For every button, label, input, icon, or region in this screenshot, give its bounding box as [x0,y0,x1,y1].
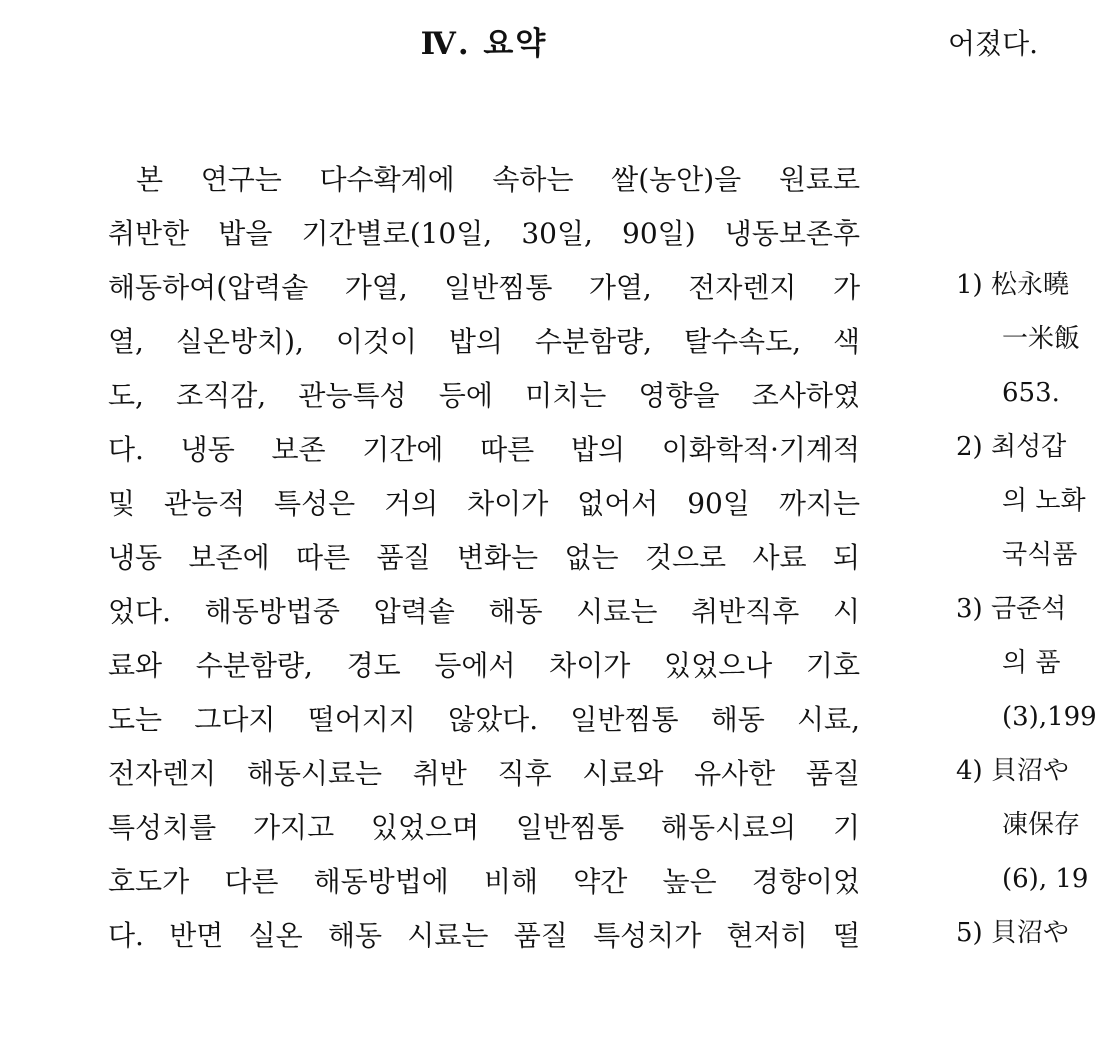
reference-1: 1) 松永曉 [956,270,1069,300]
continuation-text: 어졌다. [948,27,1039,60]
reference-2-line: 의 노화 [1002,486,1086,516]
reference-4: 4) 貝沼や [956,756,1069,786]
paragraph-line: 다. 냉동 보존 기간에 따른 밥의 이화학적·기계적 [108,433,860,466]
paragraph-line: 도는 그다지 떨어지지 않았다. 일반찜통 해동 시료, [108,703,860,736]
paragraph-line: 본 연구는 다수확계에 속하는 쌀(농안)을 원료로 [136,163,860,196]
reference-1-line: 653. [1002,378,1060,408]
paragraph-line: 특성치를 가지고 있었으며 일반찜통 해동시료의 기 [108,811,860,844]
paragraph-line: 및 관능적 특성은 거의 차이가 없어서 90일 까지는 [108,487,860,520]
reference-5: 5) 貝沼や [956,918,1069,948]
reference-2: 2) 최성갑 [956,432,1067,462]
reference-1-line: 一米飯 [1002,324,1081,354]
reference-3: 3) 금준석 [956,594,1067,624]
paragraph-line: 냉동 보존에 따른 품질 변화는 없는 것으로 사료 되 [108,541,860,574]
paragraph-line: 호도가 다른 해동방법에 비해 약간 높은 경향이었 [108,865,860,898]
paragraph-line: 었다. 해동방법중 압력솥 해동 시료는 취반직후 시 [108,595,860,628]
paragraph-line: 전자렌지 해동시료는 취반 직후 시료와 유사한 품질 [108,757,860,790]
reference-3-line: (3),199 [1002,702,1097,732]
reference-4-line: (6), 19 [1002,864,1089,894]
references-column [948,0,1104,1048]
reference-2-line: 국식품 [1002,540,1078,570]
paragraph-line: 도, 조직감, 관능특성 등에 미치는 영향을 조사하였 [108,379,860,412]
paragraph-line: 다. 반면 실온 해동 시료는 품질 특성치가 현저히 떨 [108,919,860,952]
paragraph-line: 열, 실온방치), 이것이 밥의 수분함량, 탈수속도, 색 [108,325,860,358]
section-heading: Ⅳ. 요약 [420,26,548,62]
reference-3-line: 의 품 [1002,648,1061,678]
reference-4-line: 凍保存 [1002,810,1081,840]
paragraph-line: 료와 수분함량, 경도 등에서 차이가 있었으나 기호 [108,649,860,682]
summary-column [108,0,860,1048]
summary-paragraph [108,153,860,963]
paragraph-line: 취반한 밥을 기간별로(10일, 30일, 90일) 냉동보존후 [108,217,860,250]
paragraph-line: 해동하여(압력솥 가열, 일반찜통 가열, 전자렌지 가 [108,271,860,304]
